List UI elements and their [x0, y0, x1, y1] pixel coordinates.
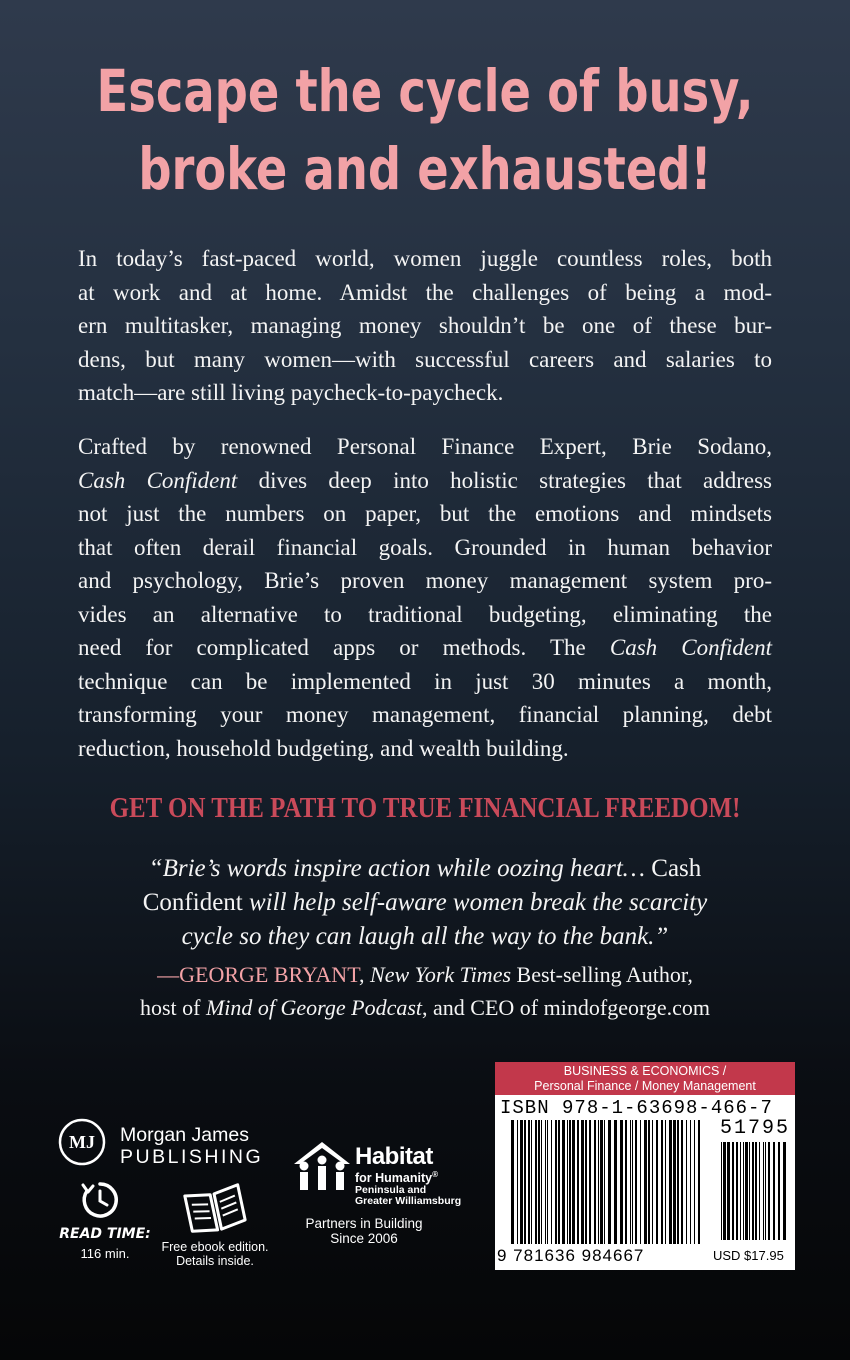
paragraph-1-line: dens, but many women—with successful careers and salaries to	[78, 346, 772, 372]
ean-barcode-icon	[511, 1120, 701, 1244]
attribution-text: ,	[359, 962, 371, 987]
paragraph-2-line: technique can be implemented in just 30 minutes a month,	[78, 668, 772, 694]
paragraph-2-text: dives deep into holistic strategies that address	[237, 467, 772, 493]
headline-line-1: Escape the cycle of busy,	[96, 57, 754, 125]
attribution-text: Mind of George Podcast	[205, 995, 423, 1020]
quote-line-1	[60, 852, 790, 886]
ebook-icon	[180, 1180, 250, 1236]
registered-mark: ®	[432, 1170, 438, 1179]
attribution-text: , and CEO of mindofgeorge.com	[422, 995, 711, 1020]
price-code: 51795	[720, 1117, 791, 1140]
paragraph-2-text: need for complicated apps or methods. The	[78, 635, 610, 660]
attribution-text: New York Times	[370, 962, 512, 987]
book-title-italic: Cash Confident	[78, 467, 238, 493]
paragraph-1-line: match—are still living paycheck-to-paycheck.	[78, 380, 504, 405]
attribution-text: Best-selling Author,	[511, 962, 693, 987]
ebook-line-1: Free ebook edition.	[161, 1240, 269, 1254]
quote-line-2	[60, 886, 790, 920]
description-paragraph-2	[78, 430, 772, 765]
paragraph-2-line: reduction, household budgeting, and wealth building.	[78, 735, 569, 761]
clock-icon	[78, 1178, 122, 1222]
call-to-action: GET ON THE PATH TO TRUE FINANCIAL FREEDOM!	[109, 792, 741, 824]
quote-text: Confident	[142, 889, 243, 916]
read-time-value: 116 min.	[80, 1246, 130, 1261]
habitat-region-1: Peninsula and	[355, 1184, 427, 1197]
publisher-name-line-1: Morgan James	[120, 1124, 249, 1146]
author-name: —GEORGE BRYANT	[157, 962, 360, 987]
attribution-line-1	[60, 958, 790, 991]
price: USD $17.95	[713, 1248, 784, 1263]
paragraph-2-line: and psychology, Brie’s proven money management system pro-	[78, 568, 772, 593]
paragraph-2-line: Crafted by renowned Personal Finance Expert, Brie Sodano,	[78, 434, 772, 459]
quote-text: cycle so they can laugh all the way to the bank.”	[181, 923, 669, 950]
paragraph-2-line: vides an alternative to traditional budgeting, eliminating the	[78, 601, 772, 627]
barcode-digits: 9 781636 984667	[497, 1246, 645, 1265]
quote-line-3	[60, 920, 790, 954]
testimonial-quote	[60, 852, 790, 954]
logo-letters: MJ	[69, 1132, 95, 1152]
paragraph-2-line	[78, 464, 772, 498]
headline	[85, 52, 765, 208]
price-barcode-icon	[721, 1142, 787, 1240]
paragraph-2-line	[78, 631, 772, 665]
paragraph-1-line: ern multitasker, managing money shouldn’t be one of these bur-	[78, 313, 772, 338]
partners-line-2: Since 2006	[330, 1231, 398, 1246]
paragraph-1-line: In today’s fast-paced world, women juggle countless roles, both	[78, 246, 772, 271]
partners-line-1: Partners in Building	[305, 1216, 423, 1231]
habitat-subtitle	[355, 1168, 461, 1185]
habitat-subtitle-text: for Humanity	[355, 1171, 433, 1186]
quote-text: will help self-aware women break the scarcity	[242, 889, 708, 916]
description-paragraph-1	[78, 242, 772, 410]
isbn-number: ISBN 978-1-63698-466-7	[500, 1097, 773, 1119]
paragraph-2-line: that often derail financial goals. Grounded in human behavior	[78, 534, 772, 560]
quote-text: “Brie’s words inspire action while oozing heart…	[148, 855, 646, 882]
attribution-text: host of	[139, 995, 206, 1020]
ebook-offer	[150, 1240, 280, 1268]
habitat-name	[355, 1143, 462, 1208]
habitat-house-icon	[290, 1136, 354, 1196]
read-time-label: READ TIME:	[59, 1226, 151, 1242]
morgan-james-logo-icon	[58, 1118, 106, 1166]
paragraph-2-line: not just the numbers on paper, but the emotions and mindsets	[78, 501, 772, 526]
book-title-italic: Cash Confident	[609, 635, 772, 660]
headline-line-2: broke and exhausted!	[138, 135, 712, 203]
habitat-region-2: Greater Williamsburg	[355, 1195, 462, 1208]
publisher-name-line-2: PUBLISHING	[120, 1146, 264, 1168]
publisher-name	[120, 1124, 263, 1168]
testimonial-attribution	[60, 958, 790, 1024]
isbn-barcode-block	[495, 1062, 795, 1270]
paragraph-1-line: at work and at home. Amidst the challenges of being a mod-	[78, 279, 772, 305]
quote-text: Cash	[645, 855, 702, 882]
paragraph-2-line: transforming your money management, financial planning, debt	[78, 702, 772, 727]
habitat-title: Habitat	[355, 1143, 433, 1170]
bisac-category	[495, 1062, 795, 1095]
ebook-line-2: Details inside.	[176, 1254, 254, 1268]
attribution-line-2	[60, 991, 790, 1024]
category-line-2: Personal Finance / Money Management	[534, 1079, 756, 1093]
habitat-partners	[300, 1216, 428, 1246]
category-line-1: BUSINESS & ECONOMICS /	[563, 1064, 727, 1078]
